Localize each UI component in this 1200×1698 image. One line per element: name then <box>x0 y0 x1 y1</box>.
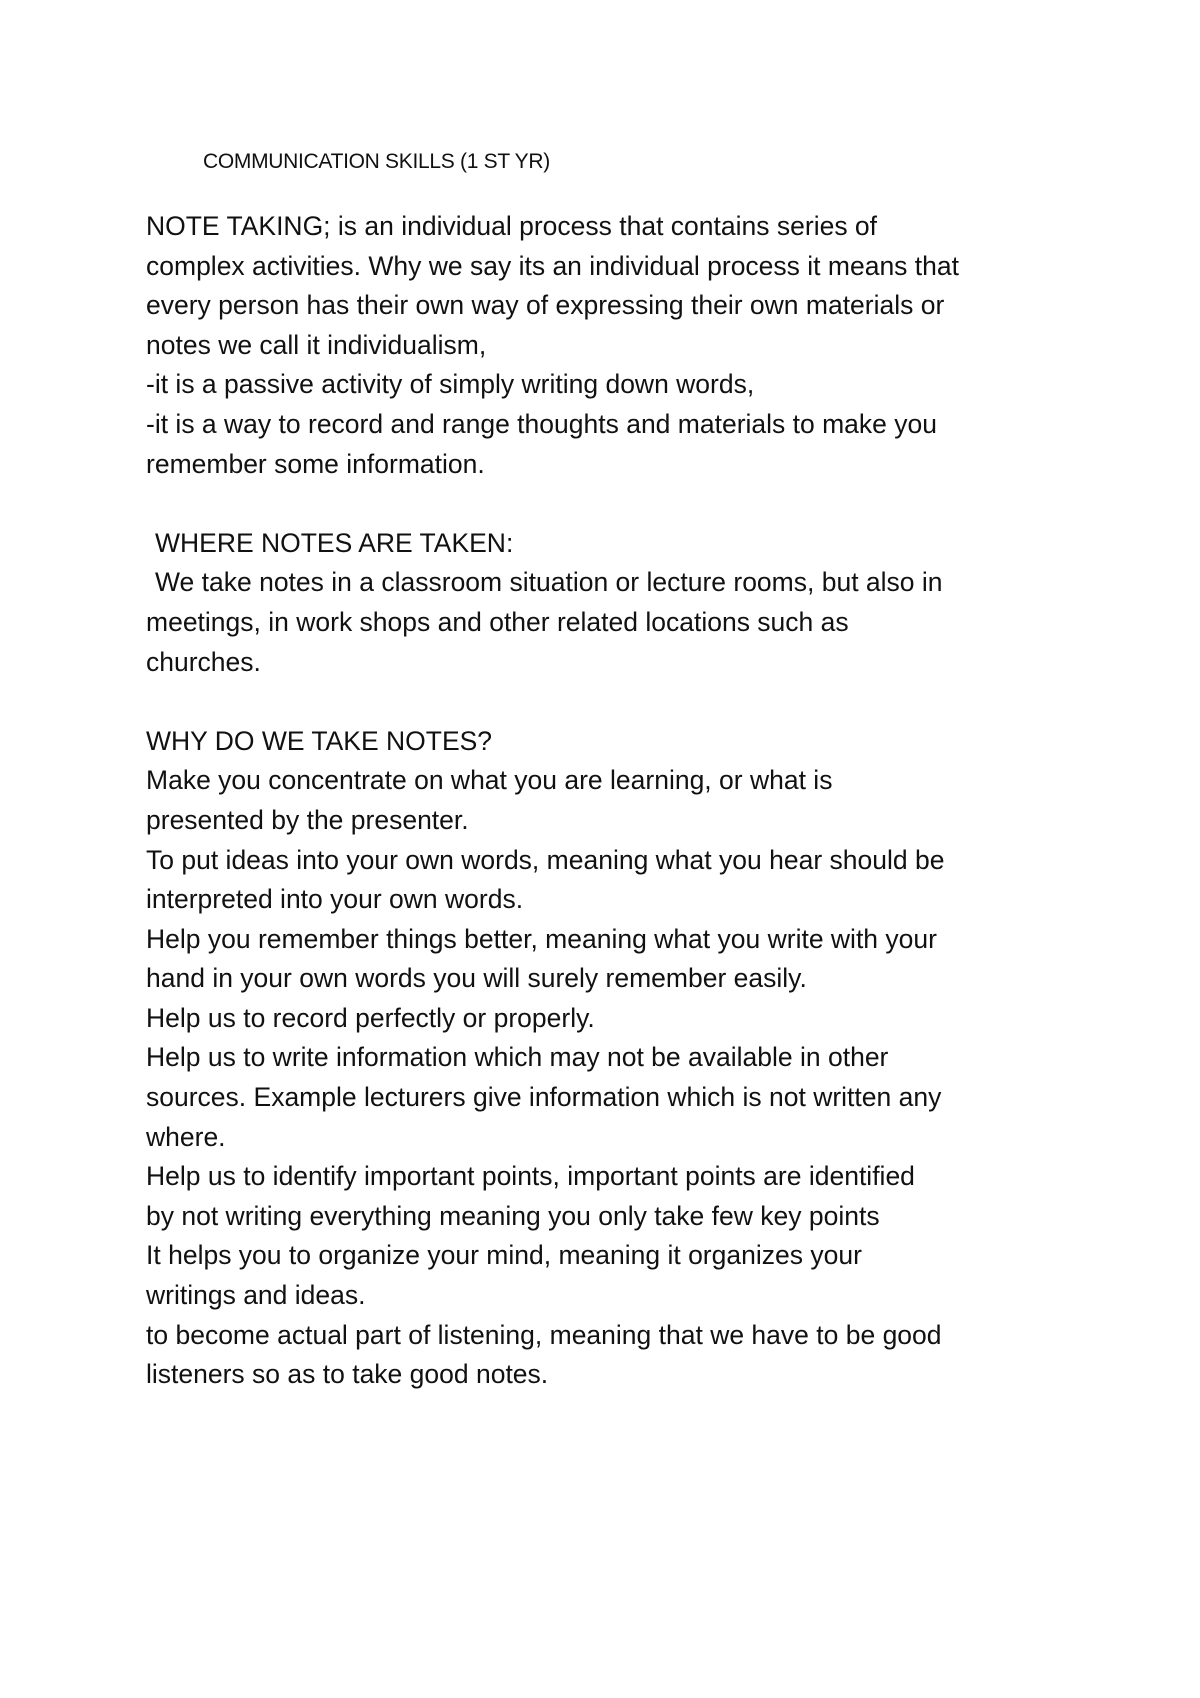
section-why-notes <box>146 722 1086 1395</box>
paragraph-line: every person has their own way of expressing their own materials or <box>146 290 945 321</box>
paragraph-line: Help you remember things better, meaning what you write with your <box>146 923 937 954</box>
paragraph-line: We take notes in a classroom situation or lecture rooms, but also in <box>155 567 943 598</box>
paragraph-line: Help us to record perfectly or properly. <box>146 1002 595 1033</box>
paragraph-line: Help us to identify important points, important points are identified <box>146 1161 915 1192</box>
paragraph-line: to become actual part of listening, meaning that we have to be good <box>146 1319 942 1350</box>
paragraph-line: notes we call it individualism, <box>146 329 487 360</box>
paragraph-line: churches. <box>146 646 261 677</box>
paragraph-line: by not writing everything meaning you only take few key points <box>146 1200 880 1231</box>
paragraph-line: presented by the presenter. <box>146 804 469 835</box>
paragraph-line: To put ideas into your own words, meaning what you hear should be <box>146 844 945 875</box>
paragraph-line: meetings, in work shops and other related locations such as <box>146 606 849 637</box>
paragraph-line: -it is a passive activity of simply writing down words, <box>146 369 755 400</box>
paragraph-line: listeners so as to take good notes. <box>146 1359 549 1390</box>
section-note-taking <box>146 207 1086 484</box>
paragraph-line: complex activities. Why we say its an individual process it means that <box>146 250 959 281</box>
paragraph-line: writings and ideas. <box>146 1280 366 1311</box>
paragraph-line: hand in your own words you will surely remember easily. <box>146 963 807 994</box>
paragraph-line: NOTE TAKING; is an individual process that contains series of <box>146 211 878 241</box>
paragraph-line: interpreted into your own words. <box>146 884 524 915</box>
document-body <box>146 207 1086 1395</box>
paragraph-gap <box>146 682 1086 722</box>
section-heading: WHERE NOTES ARE TAKEN: <box>155 527 514 558</box>
document-title: COMMUNICATION SKILLS (1 ST YR) <box>203 150 550 173</box>
paragraph-line: where. <box>146 1121 226 1152</box>
paragraph-line: Make you concentrate on what you are learning, or what is <box>146 765 833 796</box>
section-where-notes <box>146 524 1086 682</box>
section-heading: WHY DO WE TAKE NOTES? <box>146 725 493 756</box>
paragraph-line: Help us to write information which may not be available in other <box>146 1042 889 1073</box>
paragraph-line: -it is a way to record and range thoughts and materials to make you <box>146 408 938 439</box>
paragraph-line: It helps you to organize your mind, meaning it organizes your <box>146 1240 862 1271</box>
paragraph-line: remember some information. <box>146 448 485 479</box>
paragraph-line: sources. Example lecturers give information which is not written any <box>146 1082 942 1113</box>
paragraph-gap <box>146 484 1086 524</box>
